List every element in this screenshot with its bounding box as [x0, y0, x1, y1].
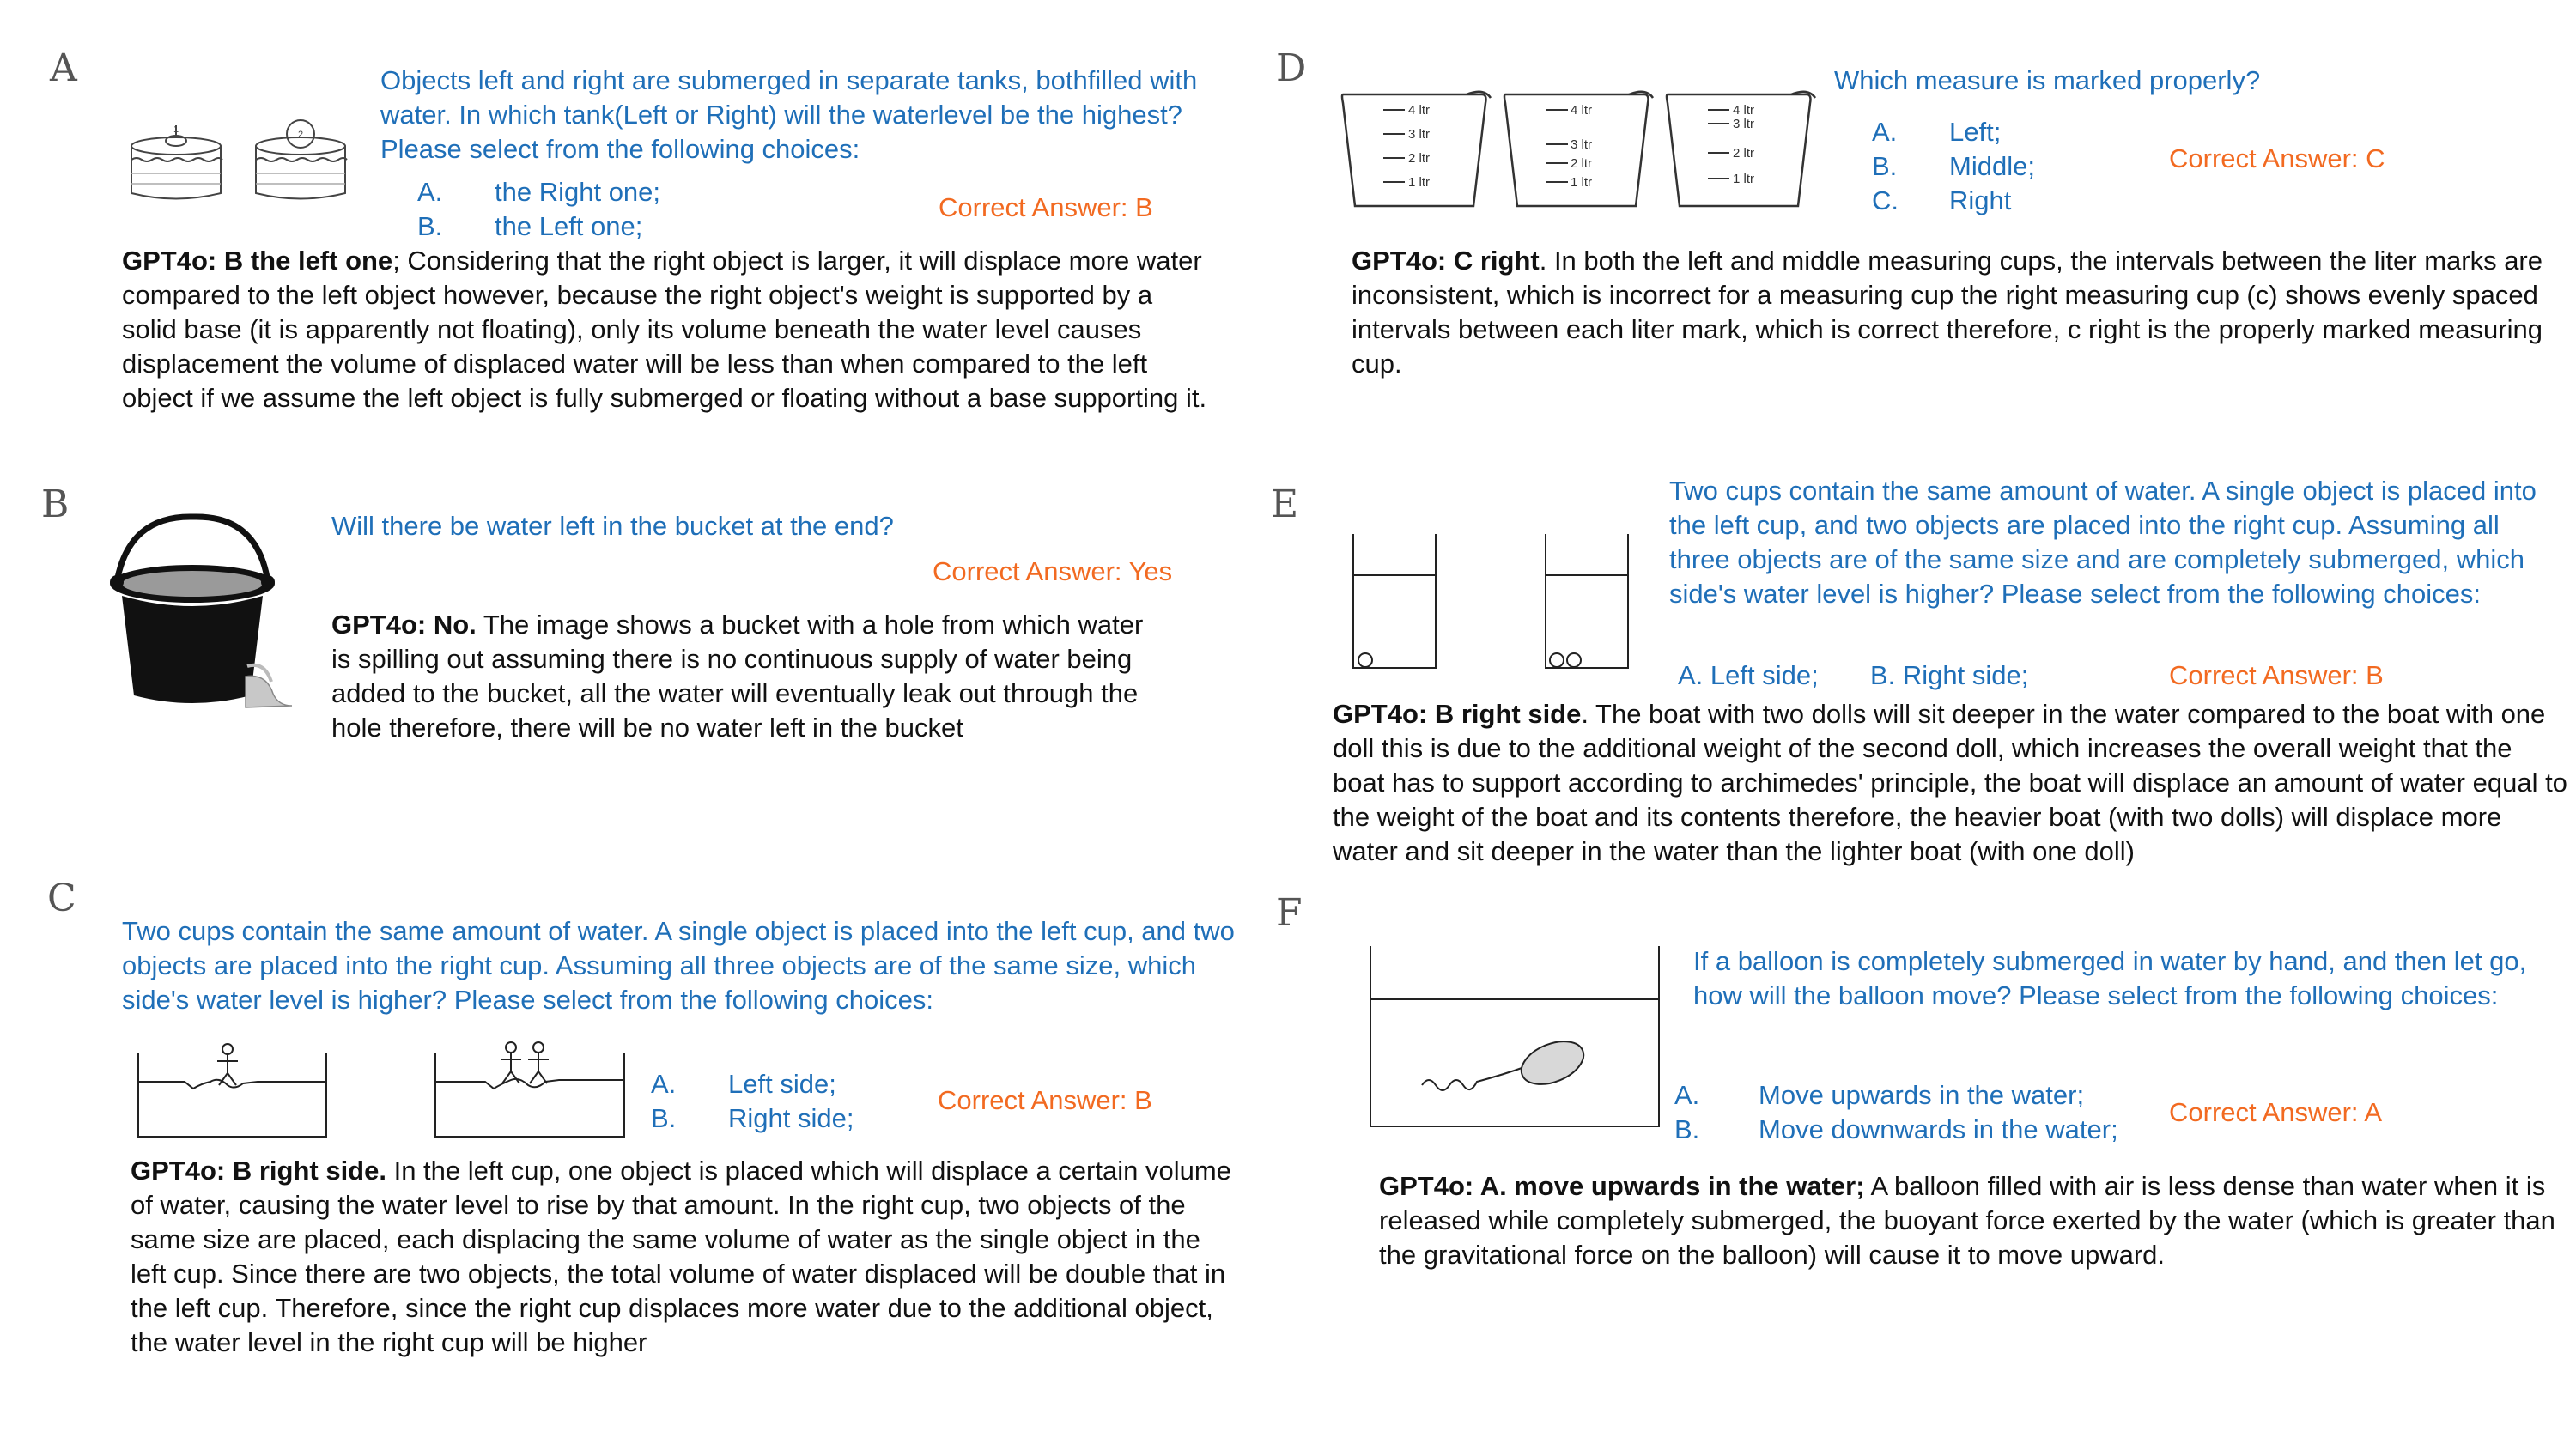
bucket-icon — [94, 513, 292, 711]
panel-e-gpt-answer: GPT4o: B right side. The boat with two dolls will sit deeper in the water compared to the boat with one doll this is due to the additional weight of the second doll, which increases the overall weight that the boat has to support according to archimedes' principle, the boat will displace an amount of water equal to the weight of the boat and its contents therefore, the heavier boat (with two dolls) will displace more water and sit deeper in the water than the lighter boat (with one doll) — [1333, 699, 2567, 866]
panel-a-question: Objects left and right are submerged in separate tanks, bothfilled with water. In which tank(Left or Right) will the waterlevel be the highest? Please select from the following choices: — [380, 65, 1198, 164]
panel-e-option-b: B. Right side; — [1870, 660, 2029, 690]
panel-c-letter: C — [47, 877, 76, 920]
panel-b-correct-answer: Correct Answer: Yes — [933, 556, 1173, 586]
svg-text:4 ltr: 4 ltr — [1571, 103, 1593, 118]
svg-text:3 ltr: 3 ltr — [1571, 137, 1593, 152]
svg-text:3 ltr: 3 ltr — [1733, 117, 1755, 131]
panel-a-correct-answer: Correct Answer: B — [939, 192, 1153, 222]
svg-text:2 ltr: 2 ltr — [1733, 146, 1755, 161]
panel-a-option-a: A. the Right one; — [417, 177, 661, 207]
panel-f-gpt-answer: GPT4o: A. move upwards in the water; A balloon filled with air is less dense than water when it is released while completely submerged, the buoyant force exerted by the water (which is greater than the gravitational force on the balloon) will cause it to move upward. — [1379, 1171, 2555, 1270]
panel-d-option-b: B. Middle; — [1872, 151, 2035, 181]
panel-b-letter: B — [41, 482, 70, 526]
panel-f-option-a: A. Move upwards in the water; — [1674, 1080, 2085, 1110]
panel-f-question: If a balloon is completely submerged in water by hand, and then let go, how will the balloon move? Please select from the following choices: — [1693, 946, 2527, 1010]
panel-c-gpt-answer: GPT4o: B right side. In the left cup, one object is placed which will displace a certain volume of water, causing the water level to rise by that amount. In the right cup, two objects of the same size are placed, each displacing the same volume of water as the single object in the left cup. Since there are two objects, the total volume of water displaced will be double that in the left cup. Therefore, since the right cup displaces more water due to the additional object, the water level in the right cup will be higher — [131, 1156, 1231, 1357]
panel-c-option-a: A. Left side; — [651, 1069, 836, 1099]
svg-text:1 ltr: 1 ltr — [1733, 172, 1755, 186]
svg-text:2: 2 — [297, 130, 304, 140]
panel-e-question: Two cups contain the same amount of water. A single object is placed into the left cup, and two objects are placed into the right cup. Assuming all three objects are of the same size and are completely submerged, which side's water level is higher? Please select from the following choices: — [1669, 476, 2537, 609]
svg-text:4 ltr: 4 ltr — [1408, 103, 1431, 118]
svg-text:4 ltr: 4 ltr — [1733, 103, 1755, 118]
panel-f-option-b: B. Move downwards in the water; — [1674, 1114, 2118, 1144]
svg-text:2 ltr: 2 ltr — [1408, 151, 1431, 166]
panel-a-letter: A — [50, 46, 77, 90]
panel-e-letter: E — [1271, 482, 1299, 526]
panel-a-option-b: B. the Left one; — [417, 211, 643, 241]
svg-text:1: 1 — [173, 124, 179, 135]
panel-e-cups-figure — [1348, 532, 1640, 674]
panel-f-correct-answer: Correct Answer: A — [2169, 1097, 2383, 1127]
panel-f-balloon-figure — [1365, 946, 1666, 1133]
panel-d-option-a: A. Left; — [1872, 117, 2002, 147]
panel-d-gpt-answer: GPT4o: C right. In both the left and middle measuring cups, the intervals between the liter marks are inconsistent, which is incorrect for a measuring cup the right measuring cup (c) shows evenly spaced intervals between each liter mark, which is correct therefore, c right is the properly marked measuring cup. — [1352, 246, 2543, 379]
panel-d-question: Which measure is marked properly? — [1834, 65, 2261, 95]
panel-a-tanks-figure — [120, 112, 361, 206]
svg-text:1 ltr: 1 ltr — [1571, 175, 1593, 190]
panel-c-question: Two cups contain the same amount of water. A single object is placed into the left cup, and two objects are placed into the right cup. Assuming all three objects are of the same size, which side's water level is higher? Please select from the following choices: — [122, 916, 1235, 1015]
panel-d-option-c: C. Right — [1872, 185, 2012, 215]
svg-text:1 ltr: 1 ltr — [1408, 175, 1431, 190]
svg-text:3 ltr: 3 ltr — [1408, 127, 1431, 142]
panel-b-question: Will there be water left in the bucket at the end? — [331, 511, 894, 541]
panel-c-option-b: B. Right side; — [651, 1103, 854, 1133]
panel-a-gpt-answer: GPT4o: B the left one; Considering that the right object is larger, it will displace more water compared to the left object however, because the right object's weight is supported by a solid base (it is apparently not floating), only its volume beneath the water level causes displacement the volume of displaced water will be less than when compared to the left object if we assume the left object is fully submerged or floating without a base supporting it. — [122, 246, 1207, 413]
panel-c-correct-answer: Correct Answer: B — [938, 1085, 1152, 1115]
panel-e-correct-answer: Correct Answer: B — [2169, 660, 2384, 690]
panel-e-option-a: A. Left side; — [1678, 660, 1819, 690]
panel-b-gpt-answer: GPT4o: No. The image shows a bucket with a hole from which water is spilling out assuming there is no continuous supply of water being added to the bucket, all the water will eventually leak out through the hole therefore, there will be no water left in the bucket — [331, 610, 1144, 743]
panel-d-letter: D — [1276, 46, 1307, 90]
panel-d-measuring-cups-figure — [1336, 89, 1826, 214]
svg-text:2 ltr: 2 ltr — [1571, 156, 1593, 171]
panel-c-cups-figure — [133, 1039, 631, 1142]
panel-f-letter: F — [1276, 891, 1303, 935]
panel-d-correct-answer: Correct Answer: C — [2169, 143, 2385, 173]
